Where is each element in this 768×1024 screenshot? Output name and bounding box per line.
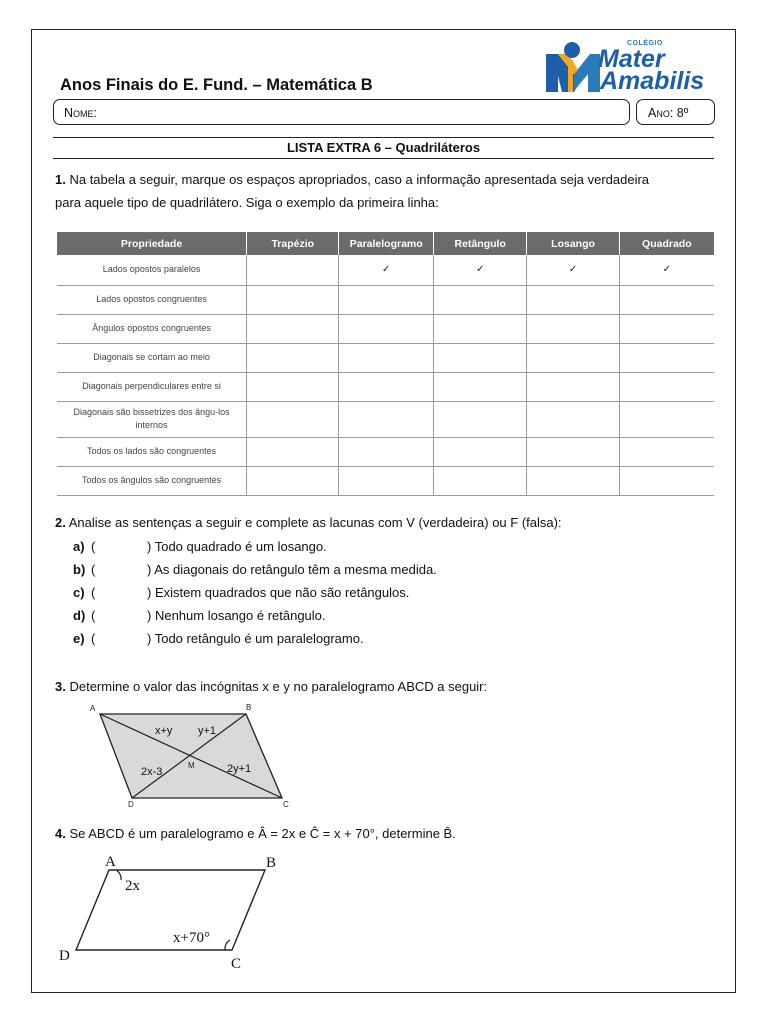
answer-cell[interactable]: ✓ <box>339 255 434 285</box>
parallelogram-outline <box>76 870 265 950</box>
answer-cell[interactable] <box>434 401 527 437</box>
q2-option-c: c) ( ) Existem quadrados que não são retângulos. <box>73 585 410 600</box>
q1-number: 1. <box>55 172 66 187</box>
row-label: Todos os ângulos são congruentes <box>57 466 247 495</box>
q4-statement <box>55 824 456 844</box>
option-text: Todo quadrado é um losango. <box>154 539 327 554</box>
table-row <box>57 372 714 401</box>
answer-cell[interactable] <box>247 466 339 495</box>
answer-cell[interactable]: ✓ <box>434 255 527 285</box>
answer-cell[interactable] <box>619 314 714 343</box>
list-title: LISTA EXTRA 6 – Quadriláteros <box>286 140 481 155</box>
answer-cell[interactable] <box>434 285 527 314</box>
midpoint-m: M <box>188 761 195 770</box>
table-row <box>57 466 714 495</box>
q3-number: 3. <box>55 679 66 694</box>
table-row <box>57 437 714 466</box>
school-logo <box>544 40 716 96</box>
answer-cell[interactable] <box>619 437 714 466</box>
row-label: Diagonais se cortam ao meio <box>57 343 247 372</box>
answer-cell[interactable] <box>619 466 714 495</box>
answer-cell[interactable] <box>339 314 434 343</box>
answer-cell[interactable] <box>434 314 527 343</box>
row-label: Lados opostos paralelos <box>57 255 247 285</box>
year-field <box>636 99 715 125</box>
title-rule-top <box>53 137 714 138</box>
title-rule-bottom <box>53 158 714 159</box>
angle-c-label: x+70° <box>173 930 210 946</box>
answer-cell[interactable] <box>619 372 714 401</box>
row-label: Diagonais perpendiculares entre si <box>57 372 247 401</box>
vertex-a: A <box>90 704 96 713</box>
q4-text: Se ABCD é um paralelogramo e Â = 2x e Ĉ = x + 70°, determine B̂. <box>69 826 456 841</box>
option-text: Existem quadrados que não são retângulos. <box>154 585 410 600</box>
answer-cell[interactable] <box>527 437 619 466</box>
year-label: Ano: 8º <box>648 106 689 120</box>
q4-number: 4. <box>55 826 66 841</box>
q2-statement <box>55 513 562 533</box>
q2-number: 2. <box>55 515 66 530</box>
row-label: Todos os lados são congruentes <box>57 437 247 466</box>
table-header-row <box>57 232 714 255</box>
option-label: a) <box>73 539 85 554</box>
answer-cell[interactable] <box>339 285 434 314</box>
parallelogram-figure-q4 <box>55 850 300 975</box>
row-label: Lados opostos congruentes <box>57 285 247 314</box>
answer-blank[interactable]: ( <box>91 631 96 646</box>
vertex-b: B <box>266 855 277 871</box>
answer-cell[interactable] <box>527 401 619 437</box>
table-row <box>57 401 714 437</box>
option-text: Todo retângulo é um paralelogramo. <box>154 631 364 646</box>
table-row <box>57 343 714 372</box>
answer-blank[interactable]: ( <box>91 539 96 554</box>
option-label: d) <box>73 608 86 623</box>
label-y-plus-1: y+1 <box>198 725 217 737</box>
q3-text: Determine o valor das incógnitas x e y no paralelogramo ABCD a seguir: <box>69 679 488 694</box>
answer-cell[interactable] <box>339 401 434 437</box>
header-paralelogramo: Paralelogramo <box>339 232 434 255</box>
answer-cell[interactable] <box>619 343 714 372</box>
answer-cell[interactable] <box>619 285 714 314</box>
logo-mater-text: Mater <box>598 45 665 73</box>
header-title: Anos Finais do E. Fund. – Matemática B <box>60 76 373 94</box>
answer-cell[interactable] <box>339 437 434 466</box>
q2-option-d: d) ( ) Nenhum losango é retângulo. <box>73 608 326 623</box>
answer-cell[interactable]: ✓ <box>619 255 714 285</box>
q1-text-line1: Na tabela a seguir, marque os espaços apropriados, caso a informação apresentada seja verdadeira <box>69 172 650 187</box>
header-retangulo: Retângulo <box>434 232 527 255</box>
answer-cell[interactable] <box>247 343 339 372</box>
answer-cell[interactable] <box>247 285 339 314</box>
answer-cell[interactable] <box>339 466 434 495</box>
table-row <box>57 285 714 314</box>
answer-cell[interactable] <box>527 466 619 495</box>
answer-cell[interactable] <box>527 343 619 372</box>
answer-cell[interactable] <box>434 372 527 401</box>
header-losango: Losango <box>527 232 619 255</box>
answer-cell[interactable] <box>434 343 527 372</box>
option-text: As diagonais do retângulo têm a mesma medida. <box>154 562 437 577</box>
answer-cell[interactable] <box>434 437 527 466</box>
answer-cell[interactable] <box>247 372 339 401</box>
table-row <box>57 314 714 343</box>
q2-option-e: e) ( ) Todo retângulo é um paralelogramo. <box>73 631 364 646</box>
answer-blank[interactable]: ( <box>91 585 96 600</box>
name-field[interactable] <box>53 99 630 125</box>
q1-line1 <box>55 170 649 190</box>
label-2x-minus-3: 2x-3 <box>141 766 163 778</box>
answer-cell[interactable] <box>619 401 714 437</box>
q3-statement <box>55 677 487 697</box>
vertex-c: C <box>231 956 242 972</box>
answer-cell[interactable] <box>247 255 339 285</box>
vertex-d: D <box>59 948 70 964</box>
header-quadrado: Quadrado <box>619 232 714 255</box>
answer-cell[interactable] <box>339 343 434 372</box>
option-label: e) <box>73 631 85 646</box>
vertex-d: D <box>128 800 134 809</box>
label-x-plus-y: x+y <box>155 725 173 737</box>
label-2y-plus-1: 2y+1 <box>227 763 252 775</box>
angle-c-arc <box>225 940 230 950</box>
option-label: b) <box>73 562 86 577</box>
logo-school-text: COLÉGIO <box>627 40 663 47</box>
q2-option-a: a) ( ) Todo quadrado é um losango. <box>73 539 327 554</box>
answer-cell[interactable] <box>527 314 619 343</box>
answer-cell[interactable] <box>339 372 434 401</box>
logo-amabilis-text: Amabilis <box>600 67 705 95</box>
vertex-c: C <box>283 800 289 809</box>
parallelogram-figure-q3 <box>88 700 298 810</box>
answer-cell[interactable] <box>247 314 339 343</box>
name-label: Nome: <box>64 106 98 120</box>
answer-cell[interactable]: ✓ <box>527 255 619 285</box>
angle-a-arc <box>116 870 121 880</box>
answer-blank[interactable]: ( <box>91 562 96 577</box>
angle-a-label: 2x <box>125 878 140 894</box>
answer-cell[interactable] <box>247 401 339 437</box>
option-text: Nenhum losango é retângulo. <box>154 608 326 623</box>
answer-cell[interactable] <box>527 285 619 314</box>
properties-table <box>57 232 714 496</box>
logo-m-icon <box>544 40 604 96</box>
answer-cell[interactable] <box>247 437 339 466</box>
header-trapezio: Trapézio <box>247 232 339 255</box>
header-propriedade: Propriedade <box>57 232 247 255</box>
row-label: Diagonais são bissetrizes dos ângu-los internos <box>57 401 247 437</box>
vertex-b: B <box>246 703 252 712</box>
q1-text-line2: para aquele tipo de quadrilátero. Siga o exemplo da primeira linha: <box>55 195 439 210</box>
q2-option-b: b) ( ) As diagonais do retângulo têm a mesma medida. <box>73 562 437 577</box>
answer-blank[interactable]: ( <box>91 608 96 623</box>
q2-text: Analise as sentenças a seguir e complete as lacunas com V (verdadeira) ou F (falsa): <box>68 515 562 530</box>
row-label: Ângulos opostos congruentes <box>57 314 247 343</box>
table-row <box>57 255 714 285</box>
vertex-a: A <box>105 854 116 870</box>
answer-cell[interactable] <box>434 466 527 495</box>
answer-cell[interactable] <box>527 372 619 401</box>
option-label: c) <box>73 585 85 600</box>
